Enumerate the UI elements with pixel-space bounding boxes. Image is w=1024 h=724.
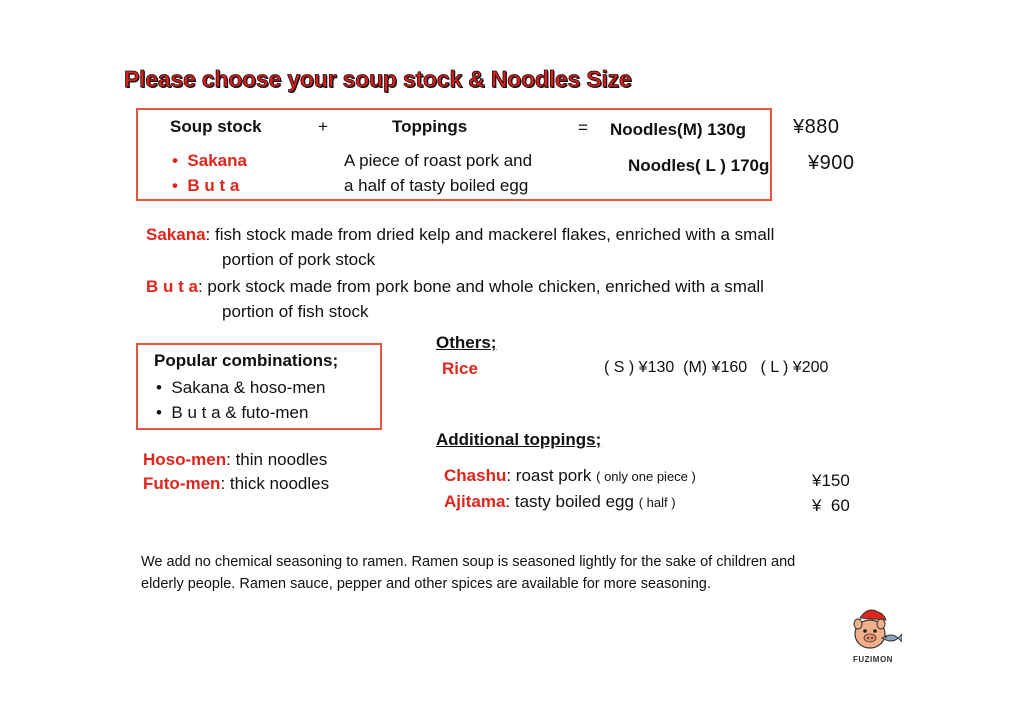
buta-description: B u t a: pork stock made from pork bone and whole chicken, enriched with a small	[146, 277, 764, 296]
bullet-icon: •	[172, 151, 188, 170]
toppings-line-2: a half of tasty boiled egg	[344, 176, 529, 195]
plus-sign: +	[318, 117, 328, 136]
rice-prices: ( S ) ¥130 (M) ¥160 ( L ) ¥200	[604, 359, 829, 376]
additional-toppings-heading: Additional toppings;	[436, 430, 602, 449]
page-title: Please choose your soup stock & Noodles Size	[124, 66, 632, 92]
price-m: ¥880	[793, 116, 840, 138]
others-heading: Others;	[436, 333, 497, 352]
chashu-line: Chashu: roast pork ( only one piece )	[444, 466, 696, 485]
toppings-header: Toppings	[392, 117, 468, 136]
size-m-label: Noodles(M) 130g	[610, 120, 747, 139]
buta-description-cont: portion of fish stock	[222, 302, 369, 321]
soup-stock-header: Soup stock	[170, 117, 262, 136]
hoso-men-description: Hoso-men: thin noodles	[143, 450, 328, 469]
popular-item: • Sakana & hoso-men	[156, 378, 326, 397]
equals-sign: =	[578, 118, 588, 137]
size-l-label: Noodles( L ) 170g	[628, 156, 770, 175]
logo-text: FUZIMON	[853, 655, 893, 664]
futo-men-description: Futo-men: thick noodles	[143, 474, 330, 493]
popular-item: • B u t a & futo-men	[156, 403, 309, 422]
price-l: ¥900	[808, 152, 855, 174]
soup-item-buta: • B u t a	[172, 176, 240, 195]
sakana-description: Sakana: fish stock made from dried kelp and mackerel flakes, enriched with a small	[146, 225, 775, 244]
ajitama-line: Ajitama: tasty boiled egg ( half )	[444, 492, 676, 511]
toppings-line-1: A piece of roast pork and	[344, 151, 533, 170]
soup-item-sakana: • Sakana	[172, 151, 247, 170]
footer-note-line-2: elderly people. Ramen sauce, pepper and other spices are available for more seasoning.	[141, 576, 711, 592]
fuzimon-logo-icon	[846, 604, 902, 660]
bullet-icon: •	[156, 403, 172, 422]
chashu-price: ¥150	[812, 471, 850, 490]
popular-heading: Popular combinations;	[154, 351, 339, 370]
sakana-description-cont: portion of pork stock	[222, 250, 376, 269]
ajitama-price: ¥ 60	[812, 496, 850, 515]
bullet-icon: •	[156, 378, 172, 397]
bullet-icon: •	[172, 176, 188, 195]
footer-note-line-1: We add no chemical seasoning to ramen. Ramen soup is seasoned lightly for the sake of children and	[141, 554, 796, 570]
rice-label: Rice	[442, 359, 478, 378]
